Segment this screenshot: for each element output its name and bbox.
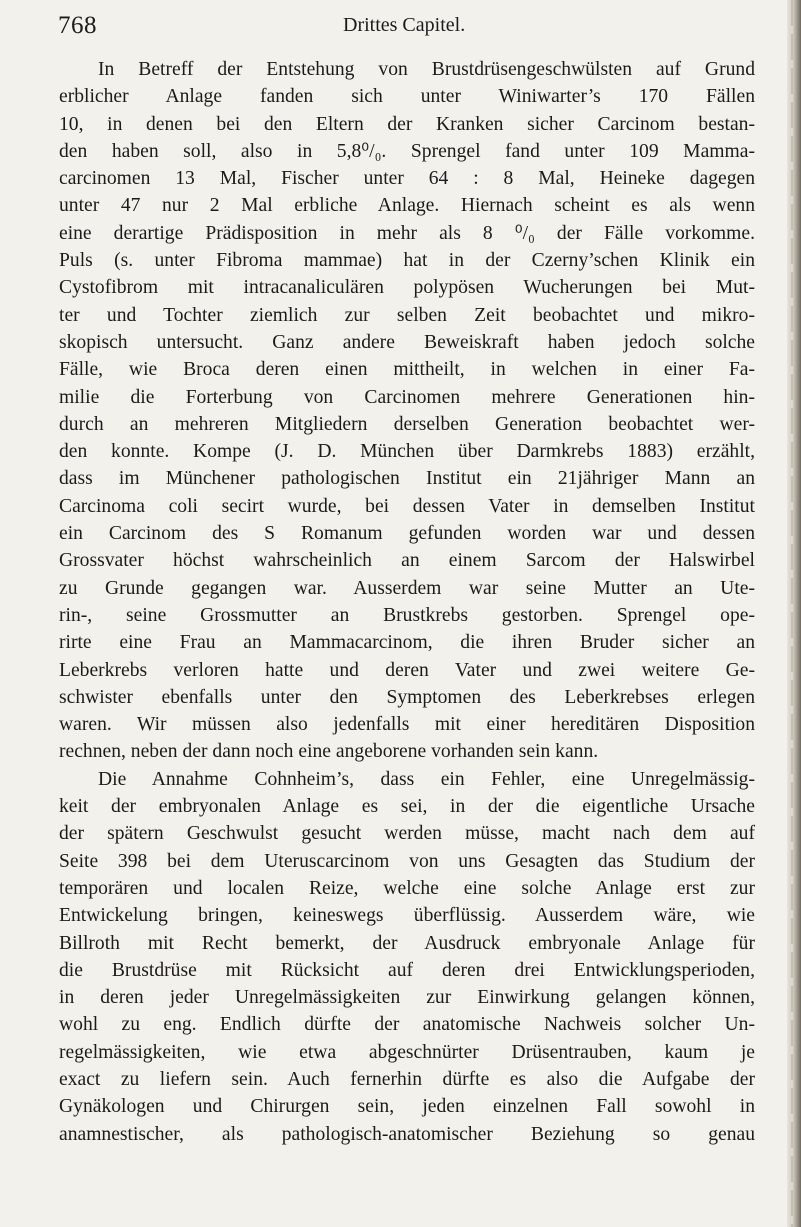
text-line: Gynäkologen und Chirurgen sein, jeden einzelnen Fall sowohl in [59,1096,755,1118]
text-line: milie die Forterbung von Carcinomen mehrere Generationen hin- [59,386,755,408]
text-line: Puls (s. unter Fibroma mammae) hat in der Czerny’schen Klinik ein [59,250,755,272]
page-header [58,4,758,44]
text-line: erblicher Anlage fanden sich unter Winiwarter’s 170 Fällen [59,86,755,108]
text-line: rin-, seine Grossmutter an Brustkrebs gestorben. Sprengel ope- [59,604,755,626]
text-line: der spätern Geschwulst gesucht werden müsse, macht nach dem auf [59,823,755,845]
text-line: waren. Wir müssen also jedenfalls mit einer hereditären Disposition [59,714,755,736]
text-line: Billroth mit Recht bemerkt, der Ausdruck embryonale Anlage für [59,932,755,954]
text-line: durch an mehreren Mitgliedern derselben Generation beobachtet wer- [59,413,755,435]
text-line: Seite 398 bei dem Uteruscarcinom von uns Gesagten das Studium der [59,850,755,872]
text-line: keit der embryonalen Anlage es sei, in der die eigentliche Ursache [59,796,755,818]
page-edge-shadow [787,0,801,1227]
body-text [59,56,755,1148]
text-line: Leberkrebs verloren hatte und deren Vater und zwei weitere Ge- [59,659,755,681]
text-line: rechnen, neben der dann noch eine angeborene vorhanden sein kann. [59,741,599,763]
running-head: Drittes Capitel. [343,14,466,36]
text-line: in deren jeder Unregelmässigkeiten zur Einwirkung gelangen können, [59,987,755,1009]
text-line: Fälle, wie Broca deren einen mittheilt, in welchen in einer Fa- [59,359,755,381]
text-line: die Brustdrüse mit Rücksicht auf deren drei Entwicklungsperioden, [59,959,755,981]
text-line: 10, in denen bei den Eltern der Kranken sicher Carcinom bestan- [59,113,755,135]
text-line: exact zu liefern sein. Auch fernerhin dürfte es also die Aufgabe der [59,1068,755,1090]
text-line: zu Grunde gegangen war. Ausserdem war seine Mutter an Ute- [59,577,755,599]
text-line: wohl zu eng. Endlich dürfte der anatomische Nachweis solcher Un- [59,1014,755,1036]
text-line: Entwickelung bringen, keineswegs überflüssig. Ausserdem wäre, wie [59,905,755,927]
text-line: Grossvater höchst wahrscheinlich an einem Sarcom der Halswirbel [59,550,755,572]
text-line: rirte eine Frau an Mammacarcinom, die ihren Bruder sicher an [59,632,755,654]
text-line: carcinomen 13 Mal, Fischer unter 64 : 8 Mal, Heineke dagegen [59,168,755,190]
text-line: Carcinoma coli secirt wurde, bei dessen Vater in demselben Institut [59,495,755,517]
text-line: dass im Münchener pathologischen Institut ein 21jähriger Mann an [59,468,755,490]
text-line: den haben soll, also in 5,8⁰/₀. Sprengel fand unter 109 Mamma- [59,140,755,162]
page-number: 768 [58,12,97,39]
text-line: skopisch untersucht. Ganz andere Beweiskraft haben jedoch solche [59,331,755,353]
text-line: den konnte. Kompe (J. D. München über Darmkrebs 1883) erzählt, [59,441,755,463]
text-line: Cystofibrom mit intracanaliculären polypösen Wucherungen bei Mut- [59,277,755,299]
text-line: temporären und localen Reize, welche eine solche Anlage erst zur [59,877,755,899]
text-line: ter und Tochter ziemlich zur selben Zeit beobachtet und mikro- [59,304,755,326]
text-line: regelmässigkeiten, wie etwa abgeschnürter Drüsentrauben, kaum je [59,1041,755,1063]
text-line: In Betreff der Entstehung von Brustdrüsengeschwülsten auf Grund [98,59,755,80]
text-line: unter 47 nur 2 Mal erbliche Anlage. Hiernach scheint es als wenn [59,195,755,217]
text-line: anamnestischer, als pathologisch-anatomischer Beziehung so genau [59,1123,755,1145]
text-line: Die Annahme Cohnheim’s, dass ein Fehler, eine Unregelmässig- [98,768,755,790]
text-line: schwister ebenfalls unter den Symptomen des Leberkrebses erlegen [59,686,755,708]
text-line: ein Carcinom des S Romanum gefunden worden war und dessen [59,523,755,545]
text-line: eine derartige Prädisposition in mehr als 8 ⁰/₀ der Fälle vorkomme. [59,222,755,244]
